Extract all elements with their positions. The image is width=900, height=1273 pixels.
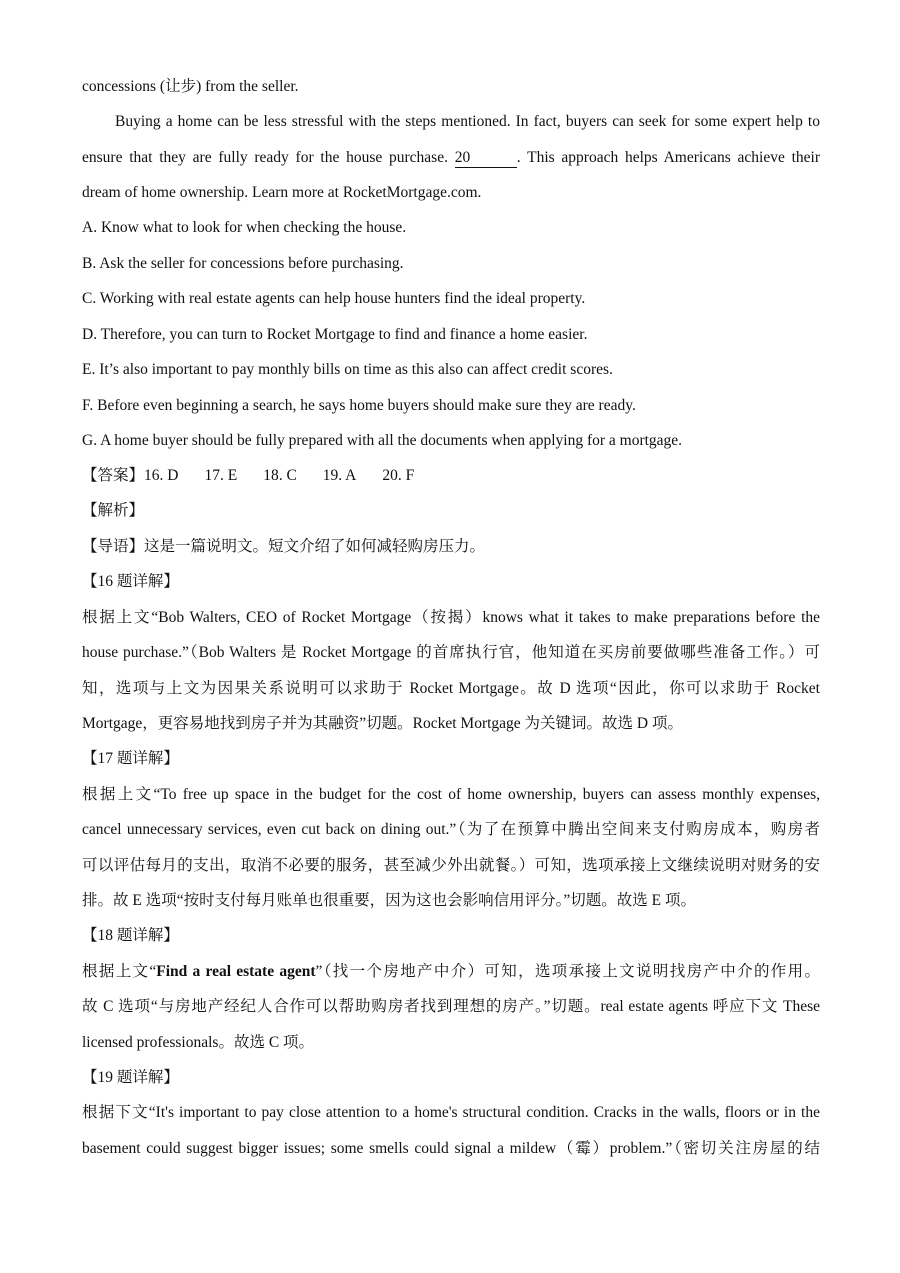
- passage-line-with-blank: [82, 147, 820, 169]
- q18-text: ”（找一个房地产中介）可知，选项承接上文说明找房产中介的作用。: [315, 963, 820, 980]
- q16-line: Mortgage，更容易地找到房子并为其融资”切题。Rocket Mortgage 为关键词。故选 D 项。: [82, 715, 683, 732]
- q16-line: 知，选项与上文为因果关系说明可以求助于 Rocket Mortgage。故 D 选项“因此，你可以求助于 Rocket: [82, 680, 820, 697]
- answer-item: 19. A: [322, 467, 357, 484]
- q18-text: 根据上文“: [82, 963, 157, 980]
- q17-heading: 【17 题详解】: [82, 750, 179, 767]
- passage-text: . This approach helps Americans achieve their: [516, 149, 820, 166]
- passage-text: ensure that they are fully ready for the house purchase.: [82, 149, 448, 166]
- answer-item: 16. D: [144, 467, 179, 484]
- q17-line: 根据上文“To free up space in the budget for the cost of home ownership, buyers can assess monthly expenses,: [82, 786, 820, 803]
- passage-line: Buying a home can be less stressful with the steps mentioned. In fact, buyers can seek for some expert help to: [115, 113, 820, 130]
- option-f: F. Before even beginning a search, he says home buyers should make sure they are ready.: [82, 397, 636, 414]
- answer-item: 17. E: [204, 467, 238, 484]
- option-b: B. Ask the seller for concessions before purchasing.: [82, 255, 404, 272]
- option-a: A. Know what to look for when checking the house.: [82, 219, 407, 236]
- answer-blank: 20: [455, 149, 517, 168]
- q19-line: 根据下文“It's important to pay close attention to a home's structural condition. Cracks in the walls, floors or in the: [82, 1104, 820, 1121]
- answer-item: 18. C: [263, 467, 297, 484]
- passage-line: concessions (让步) from the seller.: [82, 78, 299, 95]
- q16-heading: 【16 题详解】: [82, 573, 179, 590]
- answer-label: 【答案】: [82, 467, 145, 484]
- q18-heading: 【18 题详解】: [82, 927, 179, 944]
- answer-line: [82, 465, 820, 487]
- q19-line: basement could suggest bigger issues; some smells could signal a mildew（霉）problem.”（密切关注房屋的结: [82, 1140, 820, 1157]
- analysis-label: 【解析】: [82, 502, 145, 519]
- option-e: E. It’s also important to pay monthly bills on time as this also can affect credit scores.: [82, 361, 613, 378]
- q17-line: 排。故 E 选项“按时支付每月账单也很重要，因为这也会影响信用评分。”切题。故选 E 项。: [82, 892, 696, 909]
- option-g: G. A home buyer should be fully prepared with all the documents when applying for a mortgage.: [82, 432, 683, 449]
- guide-line: 【导语】这是一篇说明文。短文介绍了如何减轻购房压力。: [82, 538, 486, 555]
- answer-item: 20. F: [382, 467, 415, 484]
- passage-line: dream of home ownership. Learn more at RocketMortgage.com.: [82, 184, 482, 201]
- q18-line: [82, 961, 820, 983]
- q16-line: 根据上文“Bob Walters, CEO of Rocket Mortgage（按揭）knows what it takes to make preparations before the: [82, 609, 820, 626]
- option-d: D. Therefore, you can turn to Rocket Mortgage to find and finance a home easier.: [82, 326, 588, 343]
- q18-line: 故 C 选项“与房地产经纪人合作可以帮助购房者找到理想的房产。”切题。real estate agents 呼应下文 These: [82, 998, 820, 1015]
- q17-line: cancel unnecessary services, even cut back on dining out.”（为了在预算中腾出空间来支付购房成本，购房者: [82, 821, 820, 838]
- q16-line: house purchase.”（Bob Walters 是 Rocket Mortgage 的首席执行官，他知道在买房前要做哪些准备工作。）可: [82, 644, 820, 661]
- q18-bold-quote: Find a real estate agent: [156, 963, 316, 980]
- q19-heading: 【19 题详解】: [82, 1069, 179, 1086]
- option-c: C. Working with real estate agents can help house hunters find the ideal property.: [82, 290, 586, 307]
- q18-line: licensed professionals。故选 C 项。: [82, 1034, 315, 1051]
- q17-line: 可以评估每月的支出，取消不必要的服务，甚至减少外出就餐。）可知，选项承接上文继续说明对财务的安: [82, 857, 820, 874]
